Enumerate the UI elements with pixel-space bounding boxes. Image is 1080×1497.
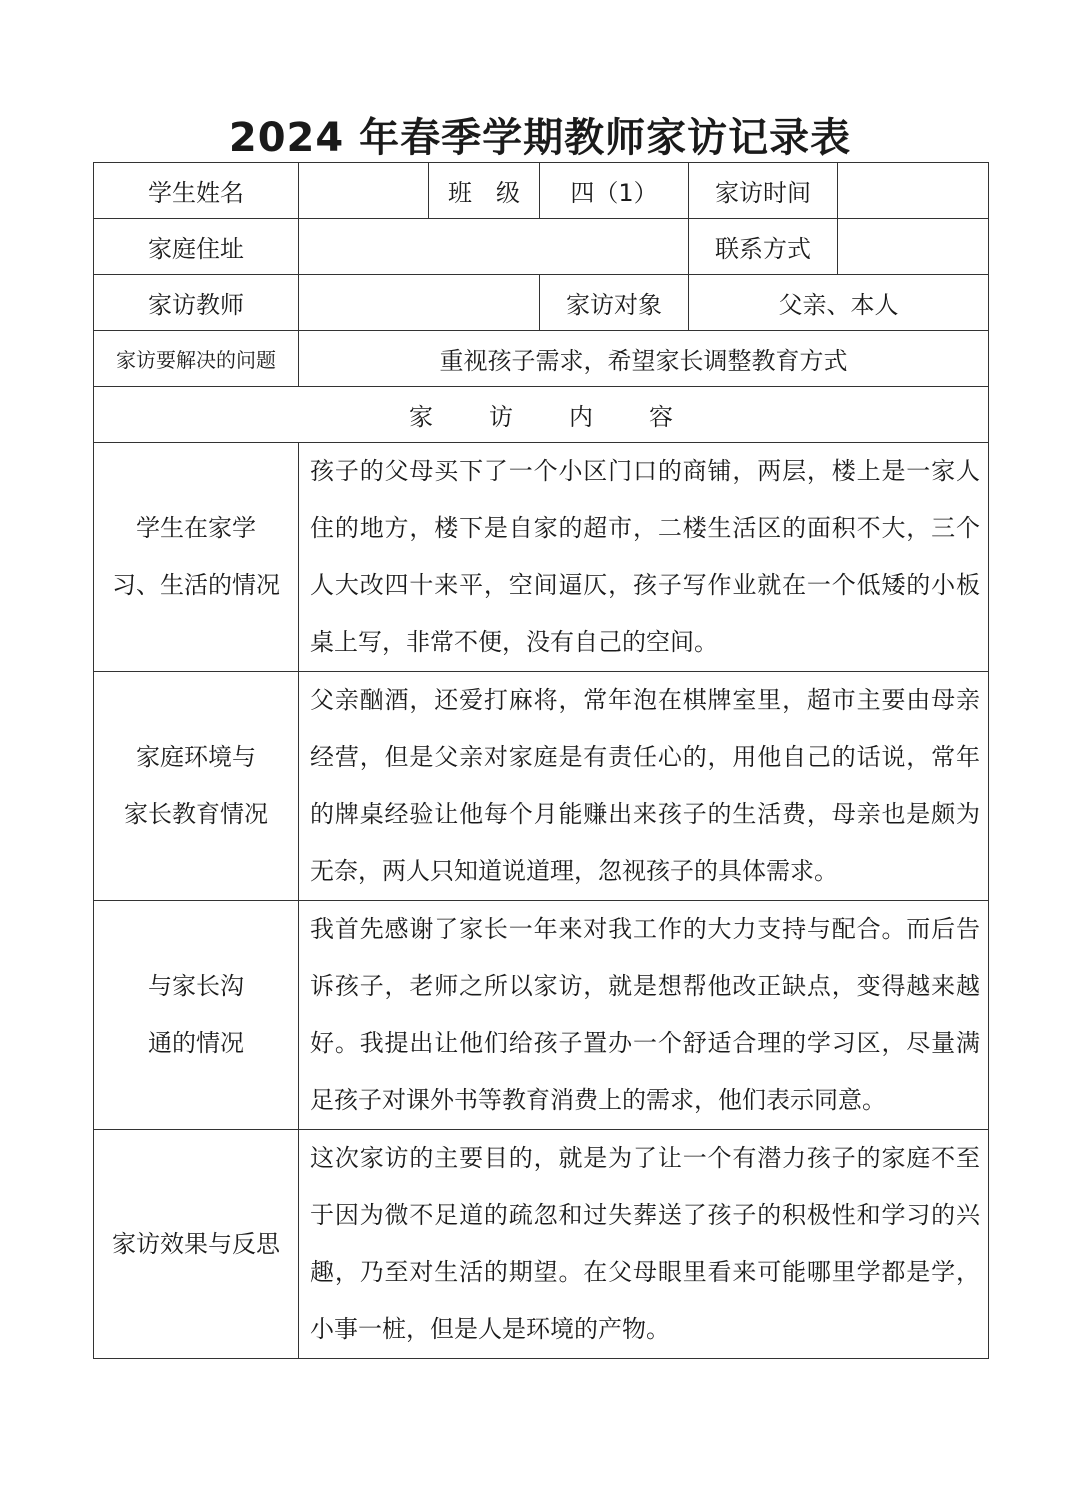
section-reflection [94,1130,989,1359]
section-label-line: 家庭环境与 [136,743,256,771]
content-header [94,387,989,443]
teacher-value[interactable] [299,275,540,331]
section-text[interactable]: 父亲酗酒，还爱打麻将，常年泡在棋牌室里，超市主要由母亲经营，但是父亲对家庭是有责任心的，用他自己的话说，常年的牌桌经验让他每个月能赚出来孩子的生活费，母亲也是颇为无奈，两人只知道说道理，忽视孩子的具体需求。 [299,672,989,901]
row-teacher [94,275,989,331]
row-basic-info [94,163,989,219]
section-label-line: 与家长沟 [148,972,244,1000]
section-label-line: 家长教育情况 [124,800,268,828]
visit-target-value[interactable]: 父亲、本人 [689,275,989,331]
row-address [94,219,989,275]
address-label: 家庭住址 [94,219,299,275]
section-text[interactable]: 我首先感谢了家长一年来对我工作的大力支持与配合。而后告诉孩子，老师之所以家访，就是想帮他改正缺点，变得越来越好。我提出让他们给孩子置办一个舒适合理的学习区，尽量满足孩子对课外书等教育消费上的需求，他们表示同意。 [299,901,989,1130]
student-name-label: 学生姓名 [94,163,299,219]
section-communication [94,901,989,1130]
class-value[interactable]: 四（1） [540,163,689,219]
visit-target-label: 家访对象 [540,275,689,331]
section-label-line: 通的情况 [148,1029,244,1057]
section-label [94,1130,299,1359]
content-header-char: 访 [489,403,513,431]
address-value[interactable] [299,219,689,275]
student-name-value[interactable] [299,163,429,219]
section-label-line: 习、生活的情况 [112,571,280,599]
section-label [94,672,299,901]
content-header-char: 内 [569,403,593,431]
section-label [94,901,299,1130]
section-label-line: 学生在家学 [136,514,256,542]
teacher-label: 家访教师 [94,275,299,331]
section-text[interactable]: 这次家访的主要目的，就是为了让一个有潜力孩子的家庭不至于因为微不足道的疏忽和过失葬送了孩子的积极性和学习的兴趣，乃至对生活的期望。在父母眼里看来可能哪里学都是学，小事一桩，但是人是环境的产物。 [299,1130,989,1359]
row-issue [94,331,989,387]
content-header-char: 容 [649,403,673,431]
row-content-header [94,387,989,443]
visit-record-table [93,162,989,1359]
section-family-env [94,672,989,901]
visit-time-value[interactable] [838,163,989,219]
section-label-line: 家访效果与反思 [112,1229,280,1258]
section-label [94,443,299,672]
contact-label: 联系方式 [689,219,838,275]
content-header-char: 家 [409,403,433,431]
visit-time-label: 家访时间 [689,163,838,219]
page-title: 2024 年春季学期教师家访记录表 [228,115,852,161]
class-label: 班 级 [429,163,540,219]
issue-value[interactable]: 重视孩子需求，希望家长调整教育方式 [299,331,989,387]
section-study-life [94,443,989,672]
section-text[interactable]: 孩子的父母买下了一个小区门口的商铺，两层，楼上是一家人住的地方，楼下是自家的超市，二楼生活区的面积不大，三个人大改四十来平，空间逼仄，孩子写作业就在一个低矮的小板桌上写，非常不便，没有自己的空间。 [299,443,989,672]
issue-label: 家访要解决的问题 [94,331,299,387]
contact-value[interactable] [838,219,989,275]
